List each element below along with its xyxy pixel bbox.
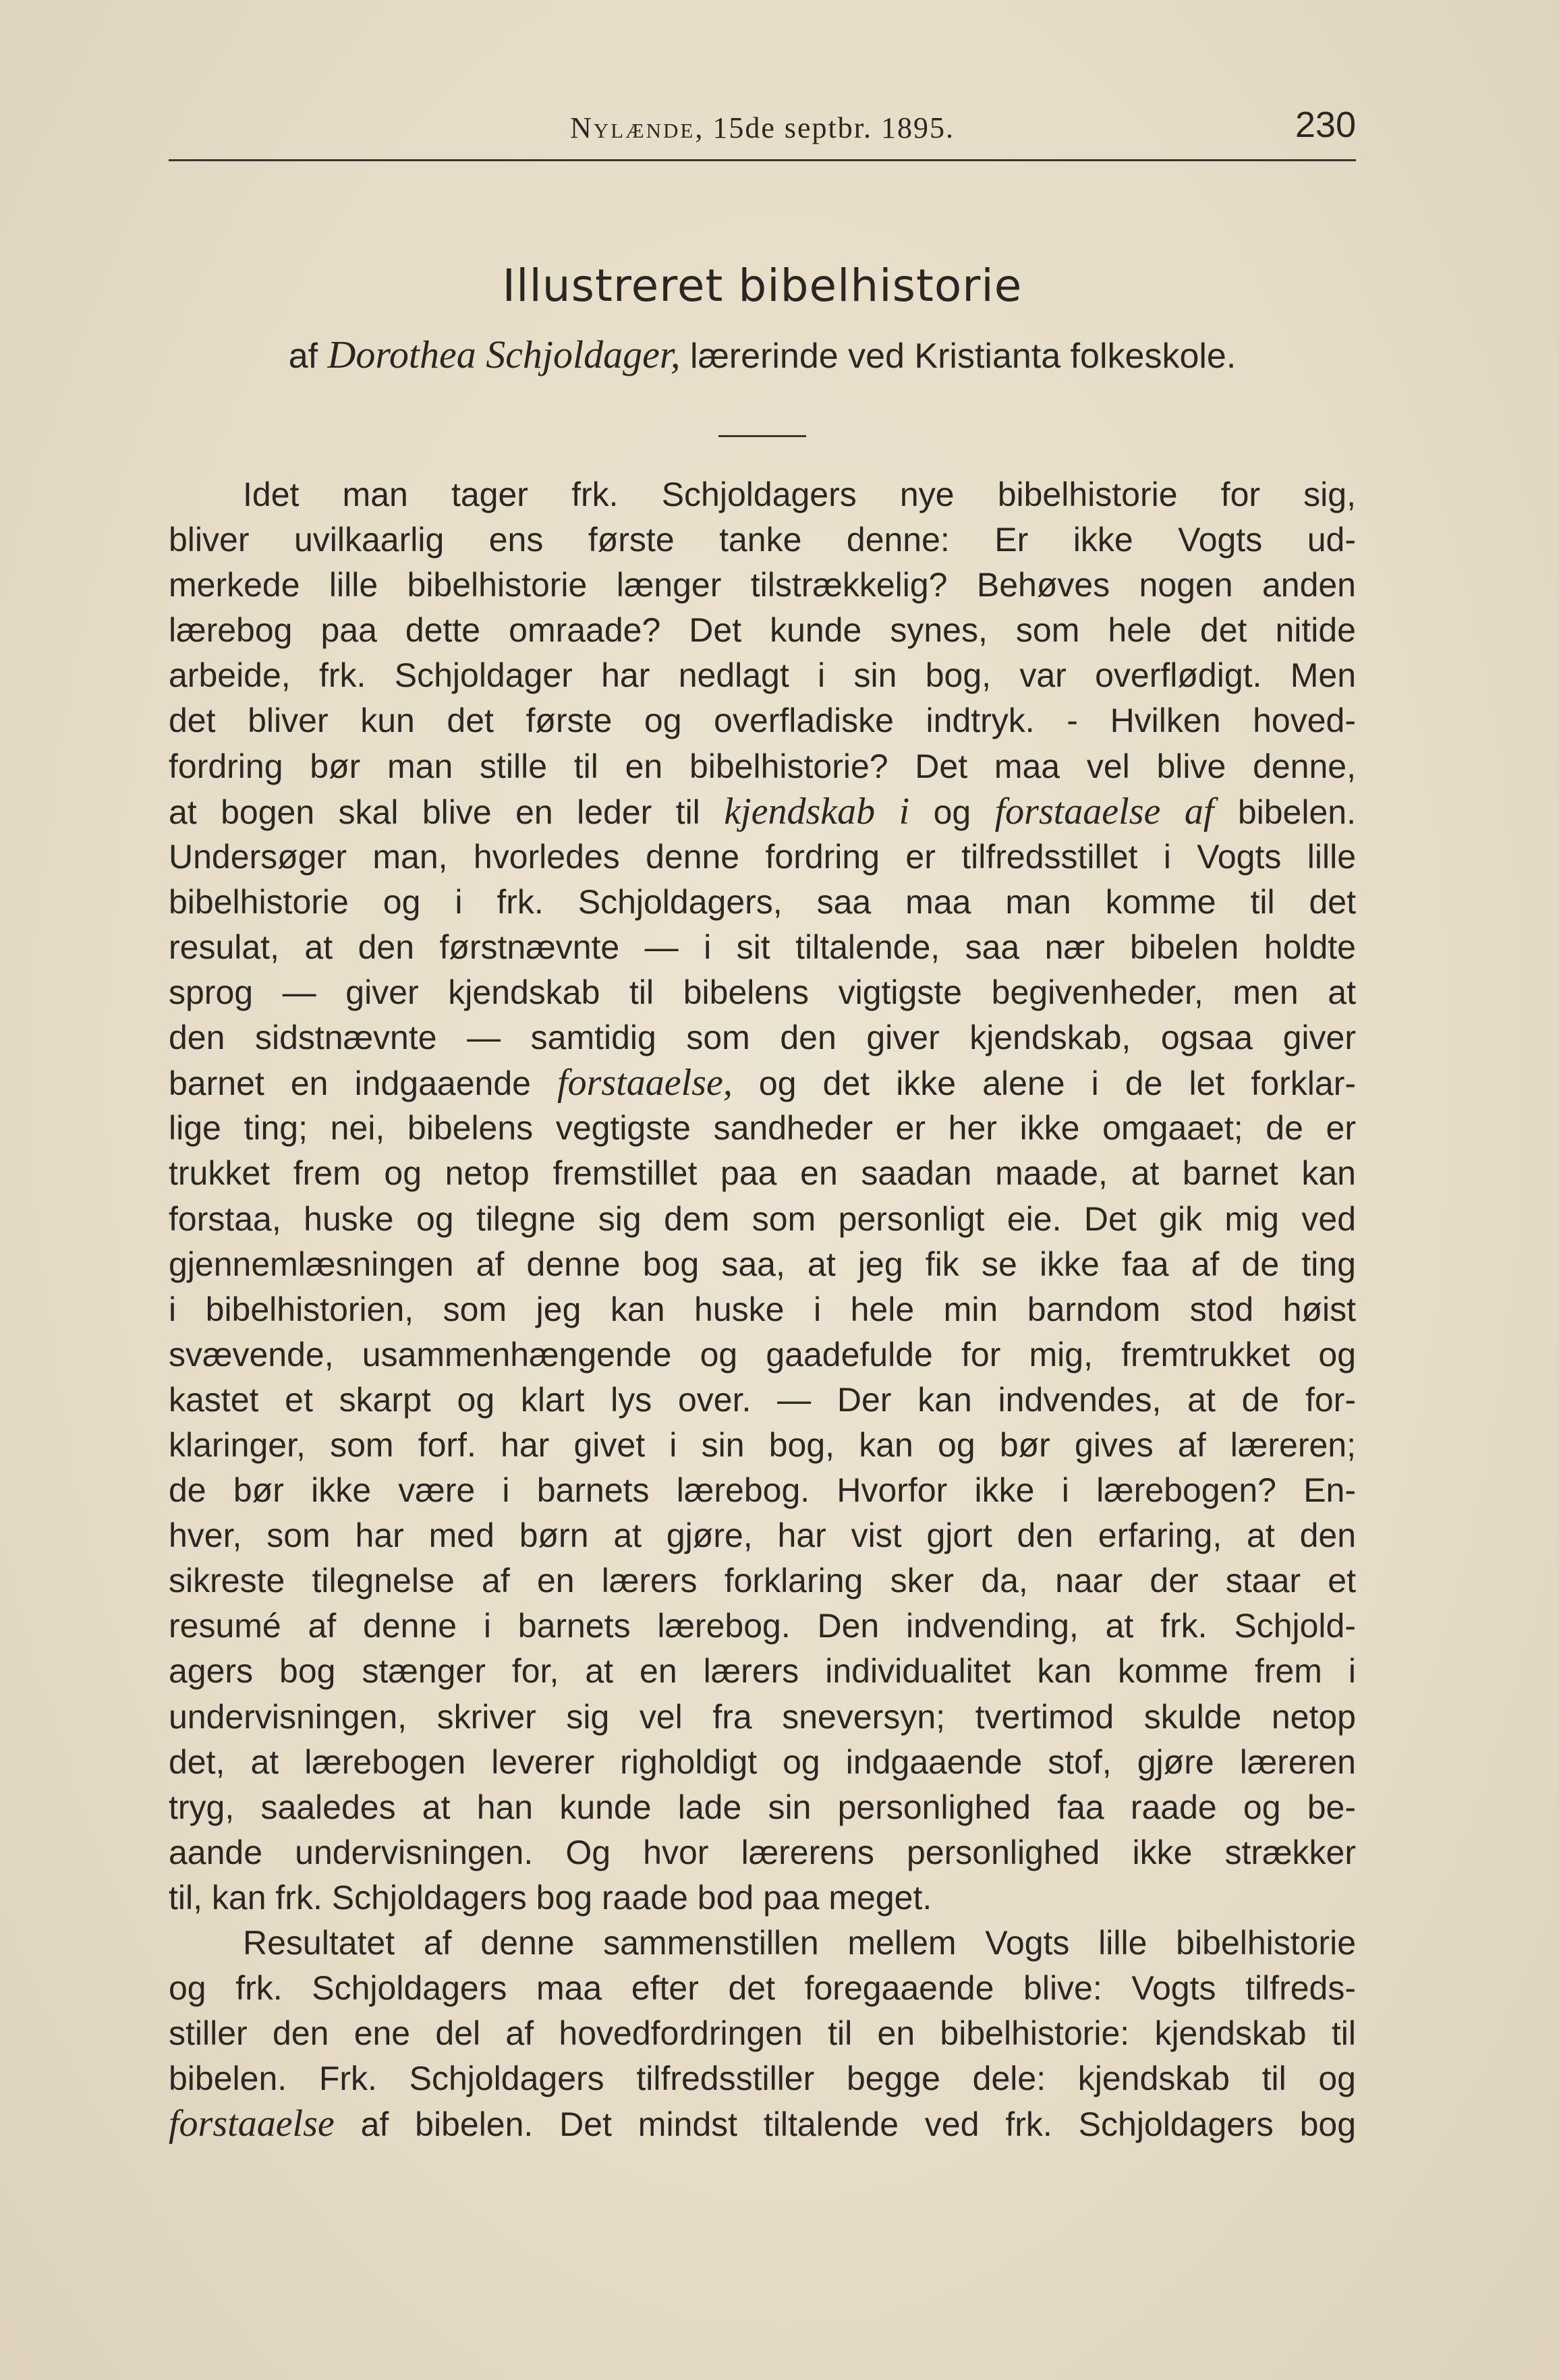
body-line bbox=[169, 517, 1356, 563]
text-segment: lige ting; nei, bibelens vegtigste sandheder er her ikke omgaaet; de er bbox=[169, 1109, 1356, 1148]
text-segment: de bør ikke være i barnets lærebog. Hvorfor ikke i lærebogen? En- bbox=[169, 1471, 1356, 1510]
body-line bbox=[169, 563, 1356, 608]
text-segment: kastet et skarpt og klart lys over. — Der kan indvendes, at de for- bbox=[169, 1380, 1356, 1419]
body-line bbox=[169, 1966, 1356, 2011]
text-segment: svævende, usammenhængende og gaadefulde for mig, fremtrukket og bbox=[169, 1335, 1356, 1373]
body-line bbox=[169, 925, 1356, 970]
body-line bbox=[169, 1604, 1356, 1649]
body-line bbox=[169, 1423, 1356, 1468]
body-line bbox=[169, 2056, 1356, 2101]
body-line bbox=[169, 1875, 1356, 1921]
text-segment: Resultatet af denne sammenstillen mellem Vogts lille bibelhistorie bbox=[243, 1924, 1356, 1962]
emphasized-text: kjendskab i bbox=[724, 790, 910, 832]
text-segment: af bibelen. Det mindst tiltalende ved frk. Schjoldagers bog bbox=[334, 2105, 1356, 2144]
body-line bbox=[169, 1151, 1356, 1196]
article-body bbox=[169, 472, 1356, 2147]
body-line bbox=[169, 2101, 1356, 2147]
body-line bbox=[169, 698, 1356, 743]
text-segment: tryg, saaledes at han kunde lade sin personlighed faa raade og be- bbox=[169, 1788, 1356, 1826]
body-line bbox=[169, 1785, 1356, 1830]
body-line bbox=[169, 880, 1356, 925]
body-line bbox=[169, 834, 1356, 880]
text-segment: Idet man tager frk. Schjoldagers nye bibelhistorie for sig, bbox=[243, 476, 1356, 513]
text-segment: og frk. Schjoldagers maa efter det foregaaende blive: Vogts tilfreds- bbox=[169, 1969, 1356, 2008]
text-segment: det, at lærebogen leverer righoldigt og indgaaende stof, gjøre læreren bbox=[169, 1743, 1356, 1781]
body-line bbox=[169, 1197, 1356, 1242]
body-line bbox=[169, 1695, 1356, 1740]
text-segment: bibelhistorie og i frk. Schjoldagers, saa maa man komme til det bbox=[169, 882, 1356, 921]
body-line bbox=[169, 1332, 1356, 1378]
emphasized-text: forstaaelse af bbox=[994, 790, 1214, 832]
body-line bbox=[169, 1740, 1356, 1785]
text-segment: gjennemlæsningen af denne bog saa, at jeg fik se ikke faa af de ting bbox=[169, 1245, 1356, 1283]
body-line bbox=[169, 744, 1356, 789]
text-segment: merkede lille bibelhistorie længer tilstrækkelig? Behøves nogen anden bbox=[169, 566, 1356, 604]
text-segment: agers bog stænger for, at en lærers individualitet kan komme frem i bbox=[169, 1652, 1356, 1691]
body-line bbox=[169, 1015, 1356, 1060]
text-segment: sikreste tilegnelse af en lærers forklaring sker da, naar der staar et bbox=[169, 1562, 1356, 1600]
body-line bbox=[169, 1558, 1356, 1604]
body-line bbox=[169, 1242, 1356, 1287]
text-segment: hver, som har med børn at gjøre, har vist gjort den erfaring, at den bbox=[169, 1517, 1356, 1555]
text-segment: resumé af denne i barnets lærebog. Den indvending, at frk. Schjold- bbox=[169, 1607, 1356, 1645]
text-segment: forstaa, huske og tilegne sig dem som personligt eie. Det gik mig ved bbox=[169, 1199, 1356, 1238]
body-line bbox=[169, 2011, 1356, 2056]
page-number: 230 bbox=[1295, 105, 1356, 145]
body-line bbox=[169, 1468, 1356, 1513]
emphasized-text: forstaaelse, bbox=[557, 1062, 733, 1104]
text-segment: stiller den ene del af hovedfordringen til en bibelhistorie: kjendskab til bbox=[169, 2014, 1356, 2053]
body-line bbox=[169, 1830, 1356, 1875]
text-segment: klaringer, som forf. har givet i sin bog, kan og bør gives af læreren; bbox=[169, 1425, 1356, 1464]
text-segment: aande undervisningen. Og hvor lærerens personlighed ikke strækker bbox=[169, 1833, 1356, 1871]
body-line bbox=[169, 653, 1356, 698]
body-line bbox=[169, 472, 1356, 517]
body-line bbox=[169, 1921, 1356, 1966]
text-segment: arbeide, frk. Schjoldager har nedlagt i sin bog, var overflødigt. Men bbox=[169, 656, 1356, 695]
text-segment: til, kan frk. Schjoldagers bog raade bod paa meget. bbox=[169, 1878, 932, 1917]
author-name: Dorothea Schjoldager, bbox=[327, 333, 681, 376]
body-line bbox=[169, 1106, 1356, 1151]
text-segment: bliver uvilkaarlig ens første tanke denne: Er ikke Vogts ud- bbox=[169, 521, 1356, 559]
body-line bbox=[169, 970, 1356, 1015]
text-segment: den sidstnævnte — samtidig som den giver kjendskab, ogsaa giver bbox=[169, 1019, 1356, 1057]
byline-prefix: af bbox=[288, 337, 328, 376]
text-segment: sprog — giver kjendskab til bibelens vigtigste begivenheder, men at bbox=[169, 973, 1356, 1012]
body-line bbox=[169, 789, 1356, 834]
section-divider bbox=[718, 435, 806, 437]
text-segment: Undersøger man, hvorledes denne fordring er tilfredsstillet i Vogts lille bbox=[169, 837, 1356, 876]
text-segment: bibelen. Frk. Schjoldagers tilfredsstiller begge dele: kjendskab til og bbox=[169, 2060, 1356, 2098]
text-segment: og det ikke alene i de let forklar- bbox=[732, 1065, 1356, 1103]
text-segment: det bliver kun det første og overfladiske indtryk. - Hvilken hoved- bbox=[169, 702, 1356, 740]
body-line bbox=[169, 608, 1356, 653]
text-segment: barnet en indgaaende bbox=[169, 1065, 558, 1103]
text-segment: at bogen skal blive en leder til bbox=[169, 793, 725, 831]
running-head bbox=[169, 101, 1356, 155]
journal-name: Nylænde bbox=[569, 111, 696, 144]
text-segment: resulat, at den førstnævnte — i sit tiltalende, saa nær bibelen holdte bbox=[169, 928, 1356, 966]
byline-suffix: lærerinde ved Kristianta folkeskole. bbox=[680, 337, 1237, 376]
article-byline bbox=[169, 332, 1356, 377]
text-segment: trukket frem og netop fremstillet paa en saadan maade, at barnet kan bbox=[169, 1154, 1356, 1193]
issue-date: , 15de septbr. 1895. bbox=[695, 111, 955, 144]
body-line bbox=[169, 1060, 1356, 1106]
text-segment: undervisningen, skriver sig vel fra sneversyn; tvertimod skulde netop bbox=[169, 1697, 1356, 1736]
emphasized-text: forstaaelse bbox=[169, 2103, 335, 2145]
body-line bbox=[169, 1649, 1356, 1694]
header-rule bbox=[169, 159, 1356, 161]
text-segment: og bbox=[909, 793, 995, 831]
body-line bbox=[169, 1513, 1356, 1558]
text-segment: fordring bør man stille til en bibelhistorie? Det maa vel blive denne, bbox=[169, 747, 1356, 785]
body-line bbox=[169, 1378, 1356, 1423]
text-segment: lærebog paa dette omraade? Det kunde synes, som hele det nitide bbox=[169, 611, 1356, 650]
article-title: Illustreret bibelhistorie bbox=[502, 260, 1023, 312]
text-segment: bibelen. bbox=[1214, 793, 1356, 831]
text-segment: i bibelhistorien, som jeg kan huske i hele min barndom stod høist bbox=[169, 1290, 1356, 1328]
body-line bbox=[169, 1287, 1356, 1332]
